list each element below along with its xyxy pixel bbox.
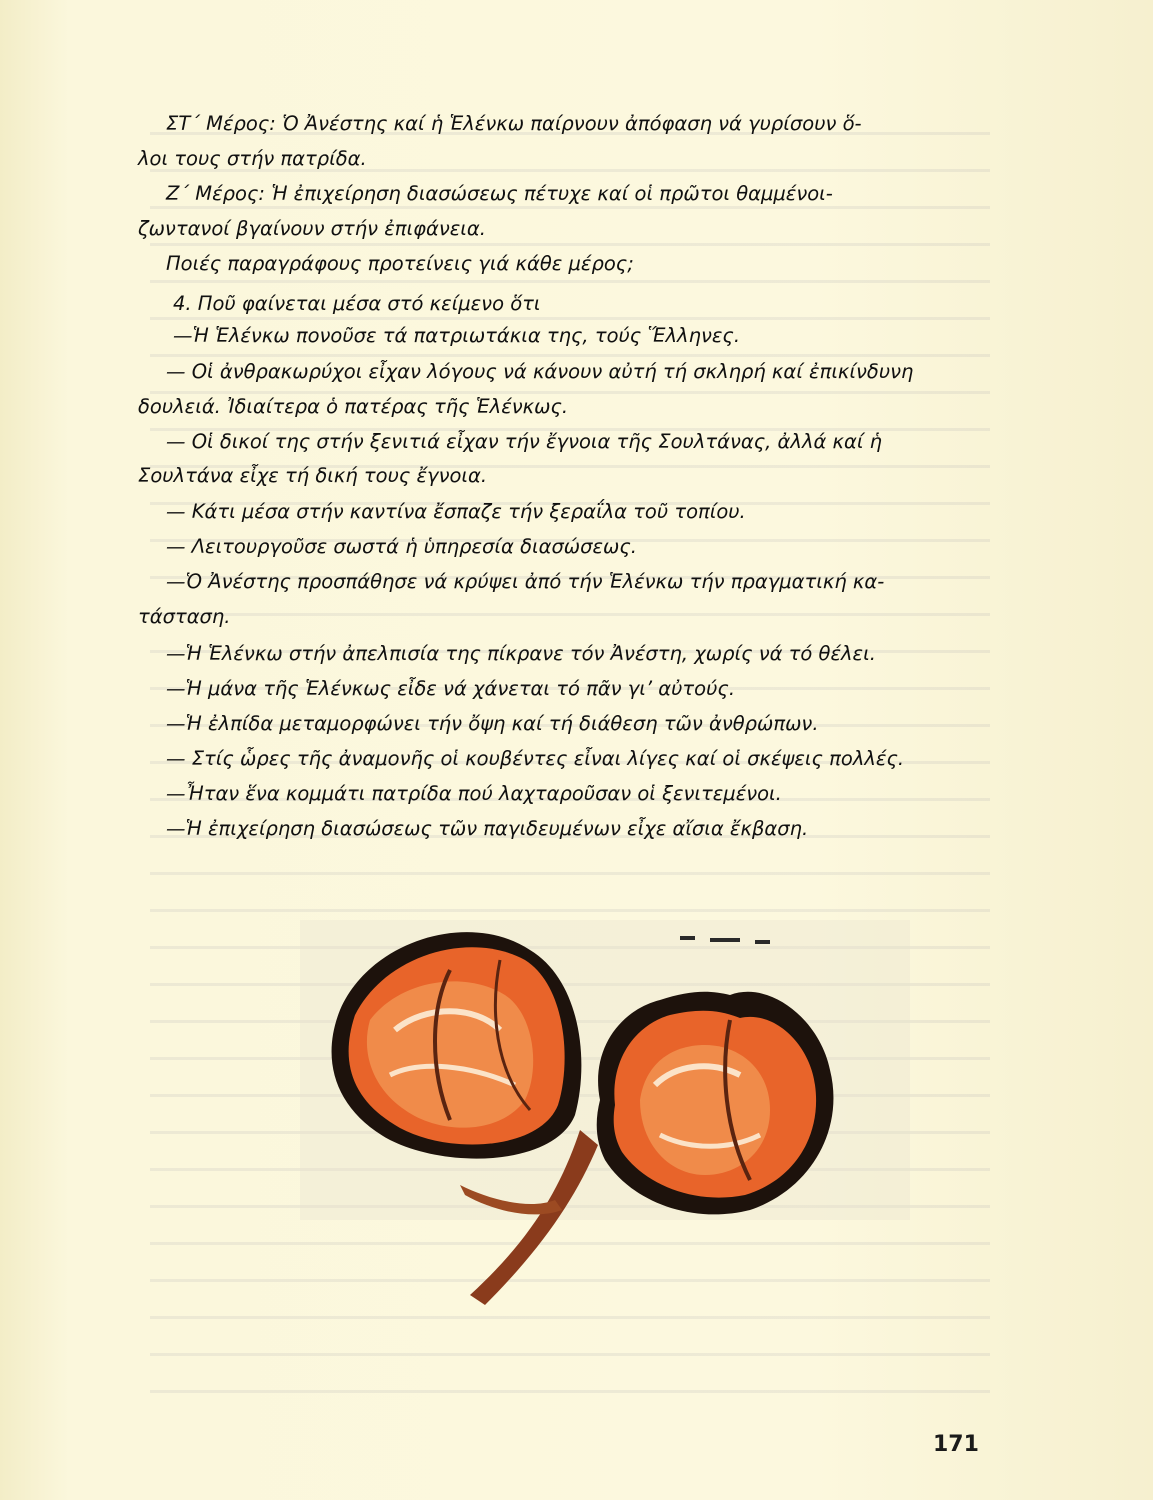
flower-illustration [300, 900, 920, 1320]
text-line: —Ἡ ἐπιχείρηση διασώσεως τῶν παγιδευμένων εἶχε αἴσια ἔκβαση. [166, 817, 809, 840]
text-line: Ποιές παραγράφους προτείνεις γιά κάθε μέρος; [166, 252, 634, 275]
page-number: 171 [933, 1432, 979, 1457]
text-line: τάσταση. [138, 605, 231, 628]
question-heading: 4. Ποῦ φαίνεται μέσα στό κείμενο ὅτι [173, 292, 541, 315]
text-line: ζωντανοί βγαίνουν στήν ἐπιφάνεια. [138, 217, 486, 240]
text-line: — Στίς ὧρες τῆς ἀναμονῆς οἱ κουβέντες εἶναι λίγες καί οἱ σκέψεις πολλές. [166, 747, 905, 770]
text-line: — Κάτι μέσα στήν καντίνα ἔσπαζε τήν ξεραΐλα τοῦ τοπίου. [166, 500, 746, 523]
text-line: —Ἡ μάνα τῆς Ἑλένκως εἶδε νά χάνεται τό πᾶν γι’ αὐτούς. [166, 677, 736, 700]
text-line: — Οἱ ἀνθρακωρύχοι εἶχαν λόγους νά κάνουν αὐτή τή σκληρή καί ἐπικίνδυνη [166, 360, 914, 383]
text-line: δουλειά. Ἰδιαίτερα ὁ πατέρας τῆς Ἑλένκως. [138, 395, 569, 418]
text-line: —Ὁ Ἀνέστης προσπάθησε νά κρύψει ἀπό τήν Ἑλένκω τήν πραγματική κα- [166, 570, 885, 593]
text-line: λοι τους στήν πατρίδα. [138, 147, 367, 170]
text-line: Ζ΄ Μέρος: Ἡ ἐπιχείρηση διασώσεως πέτυχε καί οἱ πρῶτοι θαμμένοι- [166, 182, 833, 205]
text-line: — Λειτουργοῦσε σωστά ἡ ὑπηρεσία διασώσεως. [166, 535, 638, 558]
text-line: —Ἡ Ἑλένκω στήν ἀπελπισία της πίκρανε τόν Ἀνέστη, χωρίς νά τό θέλει. [166, 642, 876, 665]
text-line: Σουλτάνα εἶχε τή δική τους ἔγνοια. [138, 464, 488, 487]
text-line: ΣΤ΄ Μέρος: Ὁ Ἀνέστης καί ἡ Ἑλένκω παίρνουν ἀπόφαση νά γυρίσουν ὅ- [166, 112, 862, 135]
text-line: —Ἡ Ἑλένκω πονοῦσε τά πατριωτάκια της, τούς Ἕλληνες. [173, 324, 741, 347]
text-line: —Ἦταν ἕνα κομμάτι πατρίδα πού λαχταροῦσαν οἱ ξενιτεμένοι. [166, 782, 782, 805]
text-line: — Οἱ δικοί της στήν ξενιτιά εἶχαν τήν ἔγνοια τῆς Σουλτάνας, ἀλλά καί ἡ [166, 430, 883, 453]
text-line: —Ἡ ἐλπίδα μεταμορφώνει τήν ὄψη καί τή διάθεση τῶν ἀνθρώπων. [166, 712, 819, 735]
